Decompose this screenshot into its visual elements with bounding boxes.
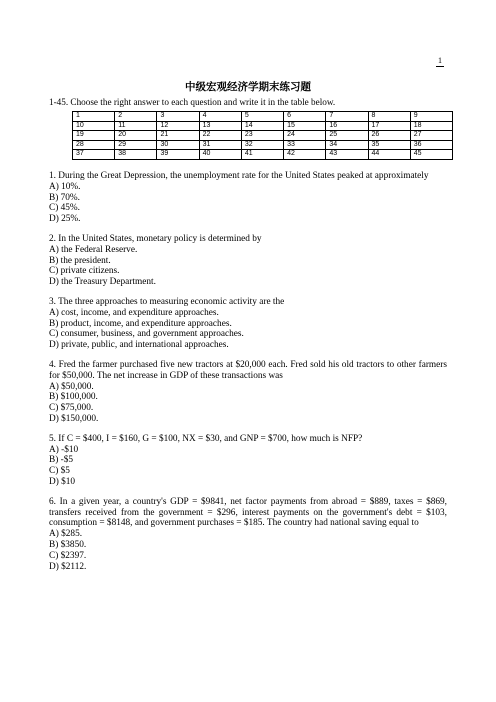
answer-cell[interactable]: 12 (157, 121, 199, 131)
answer-option: A) the Federal Reserve. (49, 244, 138, 255)
answer-table-row (73, 140, 453, 150)
question-block (49, 360, 447, 425)
answer-option: D) the Treasury Department. (49, 277, 156, 288)
answer-option: B) product, income, and expenditure approaches. (49, 318, 232, 329)
answer-cell[interactable]: 23 (241, 131, 283, 141)
answer-cell[interactable]: 4 (199, 112, 241, 122)
answer-cell[interactable]: 7 (326, 112, 368, 122)
answer-cell[interactable]: 38 (115, 150, 157, 160)
question-block (49, 297, 447, 351)
answer-option: A) 10%. (49, 181, 81, 192)
answer-cell[interactable]: 34 (326, 140, 368, 150)
answer-cell[interactable]: 44 (368, 150, 410, 160)
answer-option: D) private, public, and international approaches. (49, 340, 229, 351)
page-number-divider (436, 66, 444, 67)
answer-cell[interactable]: 5 (241, 112, 283, 122)
question-list (49, 171, 447, 581)
answer-cell[interactable]: 6 (284, 112, 326, 122)
page-title: 中级宏观经济学期末练习题 (185, 81, 311, 93)
answer-table-row (73, 121, 453, 131)
answer-option: D) $10 (49, 476, 76, 487)
question-stem: 5. If C = $400, I = $160, G = $100, NX = $30, and GNP = $700, how much is NFP? (49, 433, 363, 444)
answer-option: B) 70%. (49, 192, 80, 203)
answer-cell[interactable]: 40 (199, 150, 241, 160)
answer-option: D) $2112. (49, 561, 87, 572)
answer-cell[interactable]: 43 (326, 150, 368, 160)
answer-option: B) -$5 (49, 455, 74, 466)
answer-cell[interactable]: 36 (410, 140, 452, 150)
answer-option: C) private citizens. (49, 266, 120, 277)
question-stem: 1. During the Great Depression, the unemployment rate for the United States peaked at approximately (49, 171, 429, 181)
answer-cell[interactable]: 28 (73, 140, 115, 150)
answer-cell[interactable]: 15 (284, 121, 326, 131)
question-stem: 4. Fred the farmer purchased five new tractors at $20,000 each. Fred sold his old tractors to other farmers for $50,000. The net increase in GDP of these transactions was (49, 359, 447, 381)
answer-option: C) $75,000. (49, 403, 94, 414)
answer-cell[interactable]: 24 (284, 131, 326, 141)
question-stem: 6. In a given year, a country's GDP = $9841, net factor payments from abroad = $889, taxes = $869, transfers received from the government = $296, interest payments on the government's debt = $103, consumption = $8148, and government purchases = $185. The country had national saving equal to (49, 496, 447, 529)
answer-cell[interactable]: 17 (368, 121, 410, 131)
answer-option: D) 25%. (49, 214, 81, 225)
answer-option: C) 45%. (49, 203, 80, 214)
answer-cell[interactable]: 3 (157, 112, 199, 122)
answer-option: B) $100,000. (49, 392, 98, 403)
question-block (49, 497, 447, 573)
answer-cell[interactable]: 13 (199, 121, 241, 131)
answer-option: A) $285. (49, 529, 83, 540)
page-number: 1 (438, 56, 442, 65)
answer-cell[interactable]: 35 (368, 140, 410, 150)
answer-cell[interactable]: 32 (241, 140, 283, 150)
answer-option: C) $5 (49, 466, 70, 477)
answer-cell[interactable]: 18 (410, 121, 452, 131)
answer-cell[interactable]: 9 (410, 112, 452, 122)
answer-cell[interactable]: 20 (115, 131, 157, 141)
answer-cell[interactable]: 1 (73, 112, 115, 122)
answer-cell[interactable]: 2 (115, 112, 157, 122)
answer-option: B) $3850. (49, 539, 87, 550)
answer-cell[interactable]: 10 (73, 121, 115, 131)
answer-cell[interactable]: 45 (410, 150, 452, 160)
answer-cell[interactable]: 30 (157, 140, 199, 150)
answer-table (72, 111, 453, 160)
question-block (49, 434, 447, 488)
answer-cell[interactable]: 25 (326, 131, 368, 141)
answer-cell[interactable]: 39 (157, 150, 199, 160)
answer-cell[interactable]: 26 (368, 131, 410, 141)
answer-cell[interactable]: 41 (241, 150, 283, 160)
answer-option: C) consumer, business, and government approaches. (49, 329, 244, 340)
answer-option: B) the president. (49, 255, 111, 266)
answer-option: A) cost, income, and expenditure approaches. (49, 307, 219, 318)
answer-option: A) -$10 (49, 444, 79, 455)
answer-cell[interactable]: 11 (115, 121, 157, 131)
answer-table-row (73, 131, 453, 141)
instruction-text: 1-45. Choose the right answer to each question and write it in the table below. (49, 97, 336, 107)
answer-cell[interactable]: 22 (199, 131, 241, 141)
answer-cell[interactable]: 33 (284, 140, 326, 150)
answer-option: A) $50,000. (49, 381, 94, 392)
answer-cell[interactable]: 14 (241, 121, 283, 131)
question-stem: 2. In the United States, monetary policy is determined by (49, 233, 262, 244)
answer-cell[interactable]: 21 (157, 131, 199, 141)
question-block (49, 234, 447, 288)
answer-option: D) $150,000. (49, 413, 99, 424)
answer-cell[interactable]: 27 (410, 131, 452, 141)
answer-table-row (73, 112, 453, 122)
answer-cell[interactable]: 42 (284, 150, 326, 160)
answer-cell[interactable]: 16 (326, 121, 368, 131)
answer-cell[interactable]: 31 (199, 140, 241, 150)
question-block (49, 171, 447, 225)
answer-cell[interactable]: 37 (73, 150, 115, 160)
answer-cell[interactable]: 29 (115, 140, 157, 150)
answer-table-row (73, 150, 453, 160)
answer-option: C) $2397. (49, 550, 87, 561)
question-stem: 3. The three approaches to measuring economic activity are the (49, 296, 285, 307)
answer-cell[interactable]: 19 (73, 131, 115, 141)
answer-cell[interactable]: 8 (368, 112, 410, 122)
